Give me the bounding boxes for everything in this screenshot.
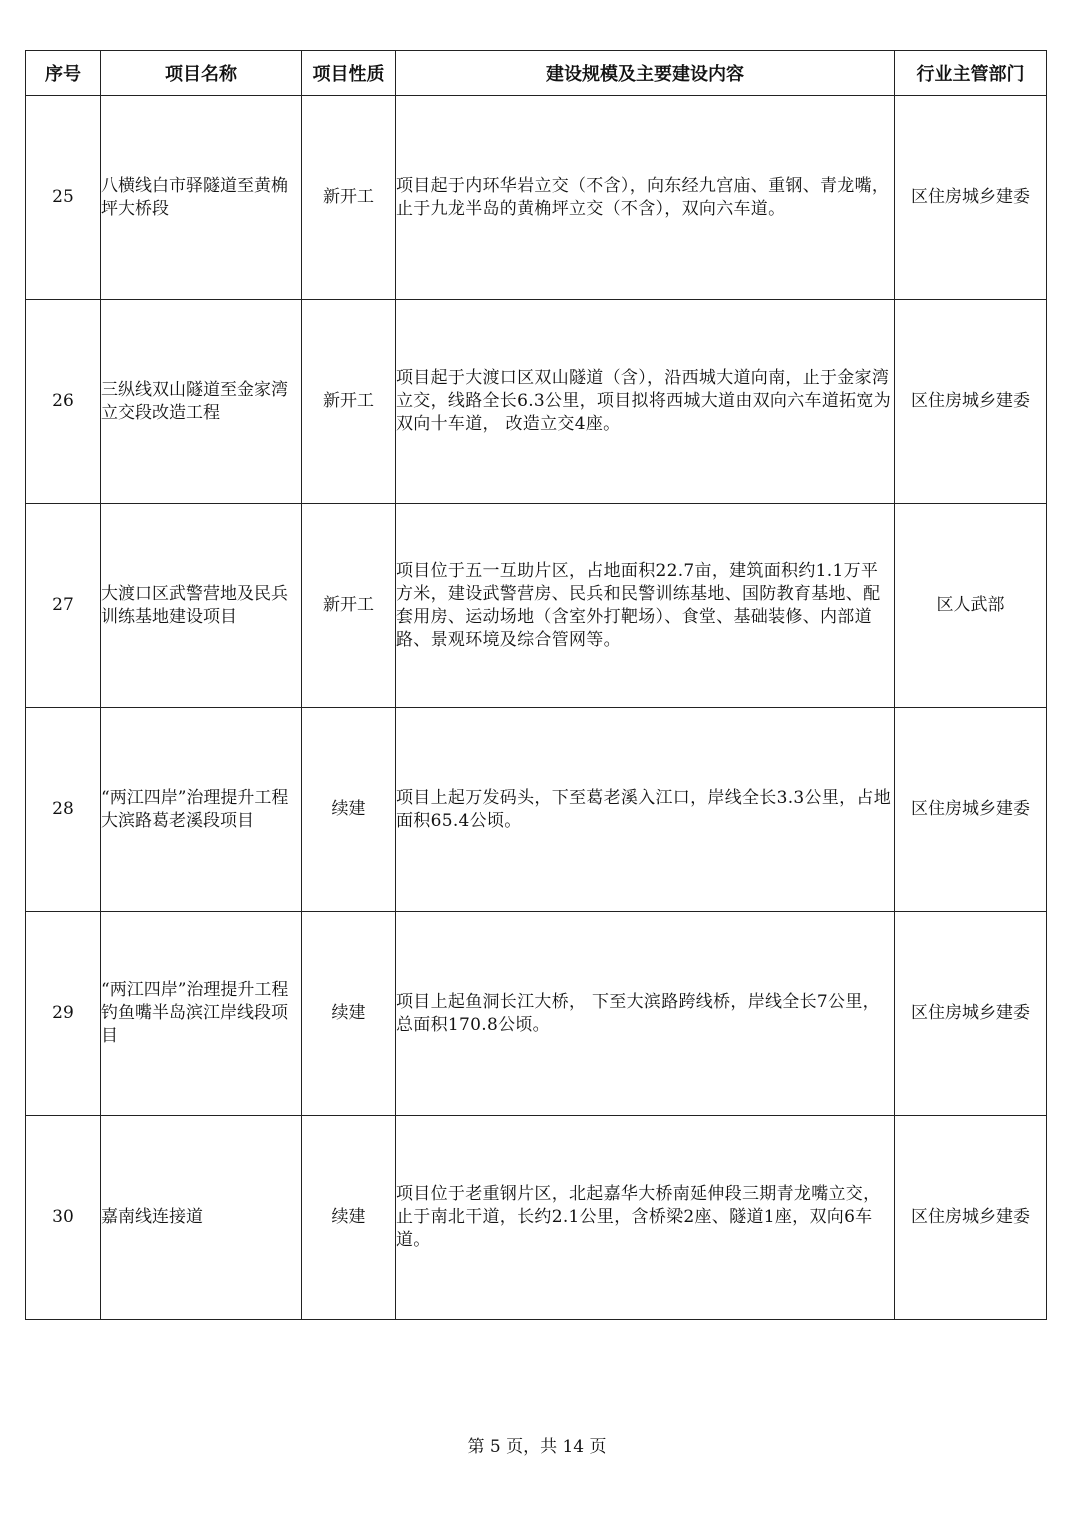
row-number: 26 — [26, 300, 101, 504]
row-description: 项目上起万发码头，下至葛老溪入江口，岸线全长3.3公里，占地面积65.4公顷。 — [396, 708, 895, 912]
row-description: 项目起于内环华岩立交（不含），向东经九宫庙、重钢、青龙嘴，止于九龙半岛的黄桷坪立交（不含），双向六车道。 — [396, 96, 895, 300]
table-header-row — [26, 51, 1047, 96]
header-department: 行业主管部门 — [895, 51, 1047, 96]
row-description: 项目位于老重钢片区，北起嘉华大桥南延伸段三期青龙嘴立交，止于南北干道，长约2.1公里，含桥梁2座、隧道1座，双向6车道。 — [396, 1116, 895, 1320]
row-project-name: 三纵线双山隧道至金家湾立交段改造工程 — [101, 300, 302, 504]
row-number: 29 — [26, 912, 101, 1116]
project-table — [25, 50, 1047, 1320]
table-row — [26, 504, 1047, 708]
row-project-type: 新开工 — [302, 96, 396, 300]
header-scale-content: 建设规模及主要建设内容 — [396, 51, 895, 96]
row-project-type: 续建 — [302, 708, 396, 912]
row-department: 区住房城乡建委 — [895, 300, 1047, 504]
row-department: 区人武部 — [895, 504, 1047, 708]
row-project-name: “两江四岸”治理提升工程大滨路葛老溪段项目 — [101, 708, 302, 912]
row-number: 30 — [26, 1116, 101, 1320]
row-number: 25 — [26, 96, 101, 300]
page-number-footer: 第 5 页，共 14 页 — [467, 1437, 607, 1457]
row-project-type: 续建 — [302, 1116, 396, 1320]
row-department: 区住房城乡建委 — [895, 1116, 1047, 1320]
row-number: 27 — [26, 504, 101, 708]
row-description: 项目位于五一互助片区，占地面积22.7亩，建筑面积约1.1万平方米，建设武警营房、民兵和民警训练基地、国防教育基地、配套用房、运动场地（含室外打靶场）、食堂、基础装修、内部道路、景观环境及综合管网等。 — [396, 504, 895, 708]
row-department: 区住房城乡建委 — [895, 96, 1047, 300]
row-project-type: 新开工 — [302, 300, 396, 504]
row-description: 项目起于大渡口区双山隧道（含），沿西城大道向南，止于金家湾立交，线路全长6.3公里，项目拟将西城大道由双向六车道拓宽为双向十车道， 改造立交4座。 — [396, 300, 895, 504]
header-project-name: 项目名称 — [101, 51, 302, 96]
row-project-name: 大渡口区武警营地及民兵训练基地建设项目 — [101, 504, 302, 708]
table-row — [26, 1116, 1047, 1320]
row-project-type: 新开工 — [302, 504, 396, 708]
table-row — [26, 96, 1047, 300]
row-number: 28 — [26, 708, 101, 912]
row-department: 区住房城乡建委 — [895, 912, 1047, 1116]
row-department: 区住房城乡建委 — [895, 708, 1047, 912]
table-row — [26, 300, 1047, 504]
header-number: 序号 — [26, 51, 101, 96]
table-row — [26, 708, 1047, 912]
row-description: 项目上起鱼洞长江大桥， 下至大滨路跨线桥，岸线全长7公里，总面积170.8公顷。 — [396, 912, 895, 1116]
row-project-type: 续建 — [302, 912, 396, 1116]
row-project-name: 八横线白市驿隧道至黄桷坪大桥段 — [101, 96, 302, 300]
table-row — [26, 912, 1047, 1116]
row-project-name: “两江四岸”治理提升工程钓鱼嘴半岛滨江岸线段项目 — [101, 912, 302, 1116]
row-project-name: 嘉南线连接道 — [101, 1116, 302, 1320]
header-project-type: 项目性质 — [302, 51, 396, 96]
